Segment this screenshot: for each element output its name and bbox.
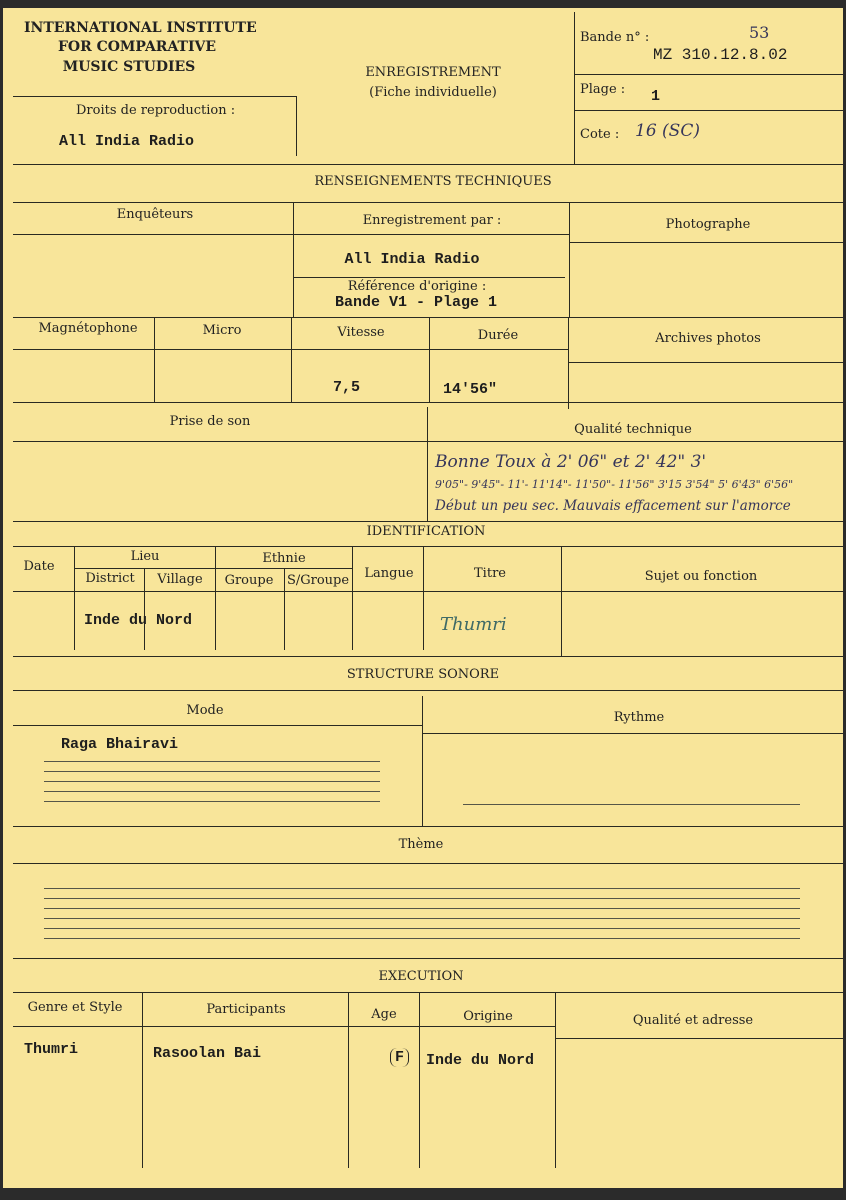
vitesse-value: 7,5: [333, 379, 361, 396]
participant-value: Rasoolan Bai: [153, 1045, 262, 1062]
vitesse-label: Vitesse: [337, 325, 385, 340]
age-label: Age: [371, 1007, 397, 1022]
lieu-label: Lieu: [130, 549, 160, 564]
droits-value: All India Radio: [59, 133, 195, 150]
titre-label: Titre: [474, 566, 506, 581]
divider: [13, 317, 843, 318]
qualite-note-2: 9'05"- 9'45"- 11'- 11'14"- 11'50"- 11'56" 3'15 3'54" 5' 6'43" 6'56": [435, 478, 794, 491]
technique-section-title: RENSEIGNEMENTS TECHNIQUES: [314, 174, 552, 189]
district-label: District: [85, 571, 135, 586]
date-label: Date: [23, 559, 55, 574]
bande-value: MZ 310.12.8.02: [653, 46, 788, 64]
structure-section-title: STRUCTURE SONORE: [346, 667, 500, 682]
divider: [555, 992, 556, 1168]
divider: [13, 96, 296, 97]
divider: [13, 863, 843, 864]
droits-label: Droits de reproduction :: [76, 103, 236, 118]
divider: [13, 521, 843, 522]
cote-label: Cote :: [580, 127, 620, 142]
sgroupe-label: S/Groupe: [286, 573, 350, 588]
duree-value: 14'56": [443, 381, 498, 398]
divider: [569, 362, 843, 363]
groupe-label: Groupe: [224, 573, 274, 588]
identification-section-title: IDENTIFICATION: [366, 524, 486, 539]
rythme-label: Rythme: [613, 710, 665, 725]
origine-value: Inde du Nord: [426, 1052, 535, 1069]
village-label: Village: [157, 572, 203, 587]
divider: [13, 992, 843, 993]
divider: [569, 202, 570, 317]
divider: [13, 349, 569, 350]
archives-label: Archives photos: [655, 331, 761, 346]
ruled-line: [44, 898, 800, 899]
divider: [13, 826, 843, 827]
divider: [422, 733, 843, 734]
execution-section-title: EXECUTION: [378, 969, 464, 984]
divider: [13, 546, 843, 547]
ruled-line: [44, 908, 800, 909]
qualite-note-3: Début un peu sec. Mauvais effacement sur l'amorce: [435, 498, 791, 514]
divider: [13, 591, 843, 592]
mode-value: Raga Bhairavi: [61, 736, 179, 753]
form-title: ENREGISTREMENT: [365, 65, 501, 80]
divider: [13, 725, 422, 726]
divider: [142, 992, 143, 1168]
divider: [352, 546, 353, 650]
qualite-label: Qualité technique: [574, 422, 692, 437]
divider: [574, 110, 843, 111]
divider: [574, 74, 843, 75]
bande-label: Bande n° :: [580, 30, 650, 45]
divider: [13, 1026, 555, 1027]
form-subtitle: (Fiche individuelle): [369, 85, 497, 100]
divider: [74, 546, 75, 650]
duree-label: Durée: [477, 328, 519, 343]
theme-label: Thème: [398, 837, 444, 852]
divider: [13, 202, 843, 203]
ethnie-label: Ethnie: [262, 551, 306, 566]
divider: [13, 656, 843, 657]
ruled-line: [44, 791, 380, 792]
divider: [419, 992, 420, 1168]
bande-number: 53: [749, 23, 770, 42]
prise-label: Prise de son: [169, 414, 251, 429]
divider: [13, 164, 843, 165]
enregistrement-value: All India Radio: [344, 251, 480, 268]
mode-label: Mode: [186, 703, 224, 718]
qualite-note-1: Bonne Toux à 2' 06" et 2' 42" 3': [435, 452, 707, 472]
age-value: F: [390, 1048, 409, 1067]
divider: [422, 696, 423, 826]
ruled-line: [44, 888, 800, 889]
magnetophone-label: Magnétophone: [38, 321, 138, 336]
ruled-line: [44, 771, 380, 772]
reference-value: Bande V1 - Plage 1: [334, 294, 498, 311]
divider: [574, 12, 575, 164]
divider: [154, 317, 155, 402]
plage-value: 1: [651, 88, 661, 105]
ruled-line: [44, 801, 380, 802]
divider: [296, 96, 297, 156]
divider: [348, 992, 349, 1168]
participants-label: Participants: [206, 1002, 286, 1017]
enregistrement-label: Enregistrement par :: [362, 213, 502, 228]
record-card: [3, 8, 843, 1188]
divider: [291, 317, 292, 402]
divider: [555, 1038, 843, 1039]
ruled-line: [463, 804, 800, 805]
divider: [13, 958, 843, 959]
divider: [423, 546, 424, 650]
ruled-line: [44, 781, 380, 782]
micro-label: Micro: [202, 323, 242, 338]
divider: [13, 402, 843, 403]
institute-line-2: FOR COMPARATIVE: [57, 39, 217, 55]
photographe-label: Photographe: [665, 217, 751, 232]
ruled-line: [44, 928, 800, 929]
divider: [561, 546, 562, 656]
lieu-value: Inde du Nord: [84, 612, 193, 629]
divider: [215, 546, 216, 650]
divider: [13, 234, 569, 235]
titre-value: Thumri: [440, 614, 507, 635]
genre-value: Thumri: [24, 1041, 79, 1058]
qualite-adresse-label: Qualité et adresse: [632, 1013, 754, 1028]
institute-line-1: INTERNATIONAL INSTITUTE: [24, 20, 257, 36]
divider: [293, 202, 294, 317]
divider: [144, 568, 145, 650]
langue-label: Langue: [364, 566, 414, 581]
ruled-line: [44, 918, 800, 919]
origine-label: Origine: [463, 1009, 513, 1024]
ruled-line: [44, 938, 800, 939]
reference-label: Référence d'origine :: [347, 279, 487, 294]
cote-value: 16 (SC): [635, 121, 700, 141]
divider: [74, 568, 352, 569]
plage-label: Plage :: [580, 82, 626, 97]
divider: [429, 317, 430, 402]
ruled-line: [44, 761, 380, 762]
divider: [13, 690, 843, 691]
genre-label: Genre et Style: [27, 1000, 123, 1015]
divider: [569, 242, 843, 243]
institute-line-3: MUSIC STUDIES: [62, 59, 196, 75]
divider: [427, 407, 428, 521]
divider: [13, 441, 843, 442]
enqueteurs-label: Enquêteurs: [116, 207, 194, 222]
sujet-label: Sujet ou fonction: [644, 569, 758, 584]
divider: [284, 568, 285, 650]
